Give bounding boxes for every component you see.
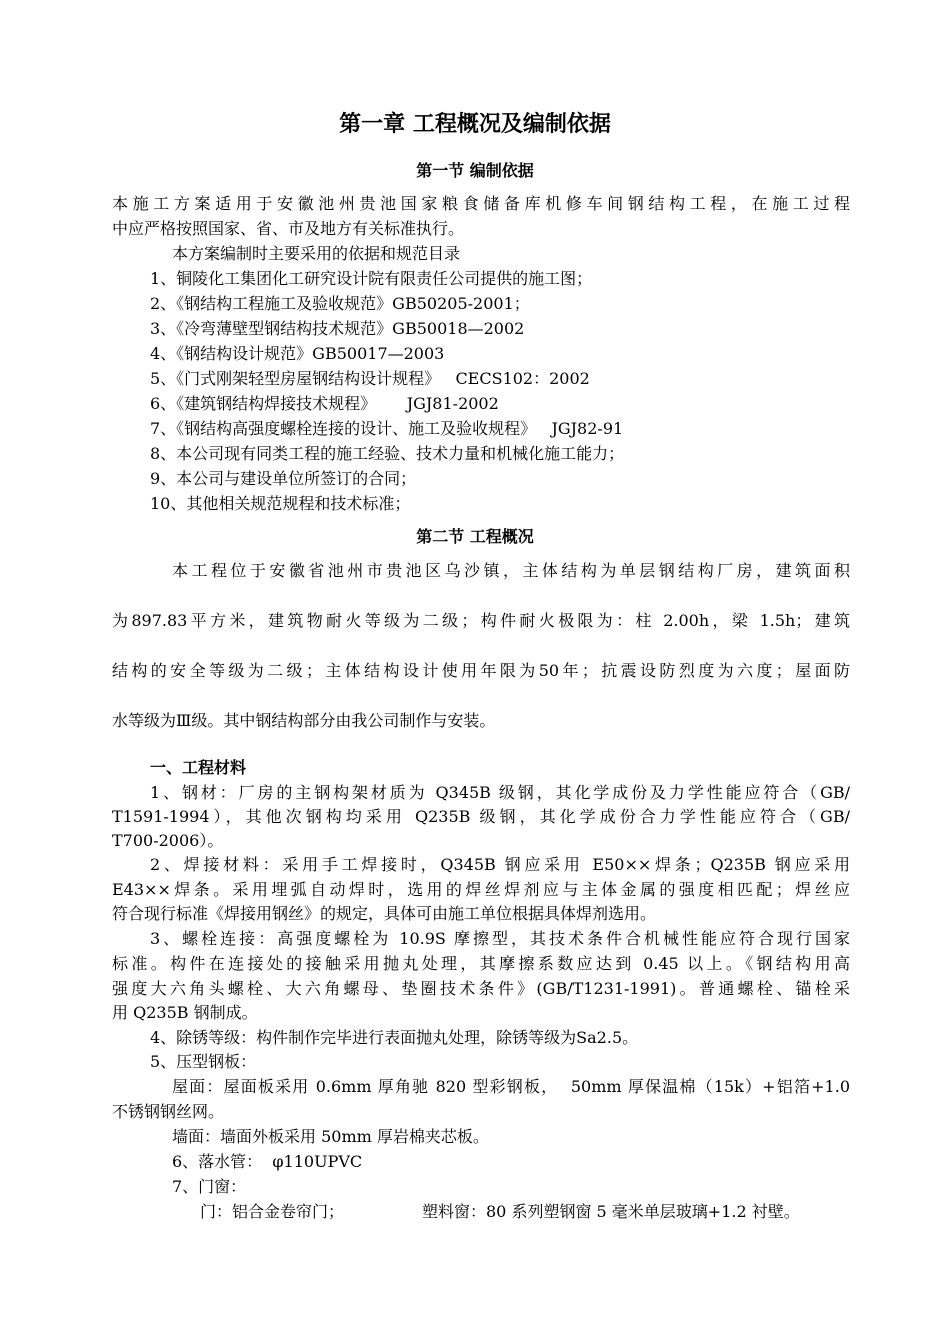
section1-title: 第一节 编制依据	[416, 161, 534, 180]
wall-line: 墙面：墙面外板采用 50mm 厚岩棉夹芯板。	[172, 1127, 489, 1146]
overview-line: 本工程位于安徽省池州市贵池区乌沙镇，主体结构为单层钢结构厂房，建筑面积	[172, 561, 850, 580]
list-item: 4、《钢结构设计规范》GB50017—2003	[150, 344, 445, 363]
chapter-title: 第一章 工程概况及编制依据	[339, 112, 611, 137]
material-5-title: 5、压型钢板：	[150, 1052, 257, 1071]
intro-line-1: 本施工方案适用于安徽池州贵池国家粮食储备库机修车间钢结构工程，在施工过程	[112, 194, 850, 213]
list-item: 1、铜陵化工集团化工研究设计院有限责任公司提供的施工图；	[150, 269, 593, 288]
list-item: 10、其他相关规范规程和技术标准；	[150, 494, 411, 513]
material-3-line: 用 Q235B 钢制成。	[112, 1003, 258, 1022]
intro-line-2: 中应严格按照国家、省、市及地方有关标准执行。	[112, 219, 465, 238]
list-item: 7、《钢结构高强度螺栓连接的设计、施工及验收规程》 JGJ82-91	[150, 419, 624, 438]
material-3-line: 3、螺栓连接：高强度螺栓为 10.9S 摩擦型，其技术条件合机械性能应符合现行国家	[150, 929, 850, 948]
list-item: 6、《建筑钢结构焊接技术规程》 JGJ81-2002	[150, 394, 499, 413]
materials-title: 一、工程材料	[150, 758, 247, 777]
list-title: 本方案编制时主要采用的依据和规范目录	[172, 244, 461, 263]
material-7-title: 7、门窗：	[172, 1177, 247, 1196]
material-3-line: 标准。构件在连接处的接触采用抛丸处理，其摩擦系数应达到 0.45 以上。《钢结构用高	[112, 954, 850, 973]
list-item: 5、《门式刚架轻型房屋钢结构设计规程》 CECS102：2002	[150, 369, 590, 388]
list-item: 3、《冷弯薄壁型钢结构技术规范》GB50018—2002	[150, 319, 525, 338]
list-item: 2、《钢结构工程施工及验收规范》GB50205-2001；	[150, 294, 530, 313]
material-4-line: 4、除锈等级：构件制作完毕进行表面抛丸处理，除锈等级为Sa2.5。	[150, 1028, 639, 1047]
overview-line: 结构的安全等级为二级；主体结构设计使用年限为50年；抗震设防烈度为六度；屋面防	[112, 661, 850, 680]
material-1-line: T1591-1994），其他次钢构均采用 Q235B 级钢，其化学成份合力学性能应符合（GB/	[112, 807, 850, 826]
roof-line: 屋面：屋面板采用 0.6mm 厚角驰 820 型彩钢板， 50mm 厚保温棉（15k）+铝箔+1.0	[172, 1077, 850, 1096]
roof-line: 不锈钢钢丝网。	[112, 1102, 225, 1121]
material-1-line: T700-2006）。	[112, 831, 224, 850]
material-3-line: 强度大六角头螺栓、大六角螺母、垫圈技术条件》(GB/T1231-1991)。普通螺栓、锚栓采	[112, 979, 850, 998]
section2-title: 第二节 工程概况	[416, 527, 534, 546]
material-6-line: 6、落水管： φ110UPVC	[172, 1152, 363, 1171]
material-2-line: E43××焊条。采用埋弧自动焊时，选用的焊丝焊剂应与主体金属的强度相匹配；焊丝应	[112, 880, 850, 899]
door-line: 门：铝合金卷帘门；	[200, 1202, 345, 1221]
list-item: 8、本公司现有同类工程的施工经验、技术力量和机械化施工能力；	[150, 444, 625, 463]
overview-line: 为897.83平方米，建筑物耐火等级为二级；构件耐火极限为：柱 2.00h，梁 1.5h；建筑	[112, 611, 850, 630]
list-item: 9、本公司与建设单位所签订的合同；	[150, 469, 417, 488]
material-2-line: 符合现行标准《焊接用钢丝》的规定，具体可由施工单位根据具体焊剂选用。	[112, 904, 657, 923]
overview-line: 水等级为Ⅲ级。其中钢结构部分由我公司制作与安装。	[112, 711, 496, 730]
material-1-line: 1、钢材：厂房的主钢构架材质为 Q345B 级钢，其化学成份及力学性能应符合（GB/	[150, 783, 850, 802]
window-line: 塑料窗：80 系列塑钢窗 5 毫米单层玻璃+1.2 衬壁。	[422, 1202, 800, 1221]
material-2-line: 2、焊接材料：采用手工焊接时，Q345B 钢应采用 E50××焊条；Q235B 钢应采用	[150, 855, 850, 874]
